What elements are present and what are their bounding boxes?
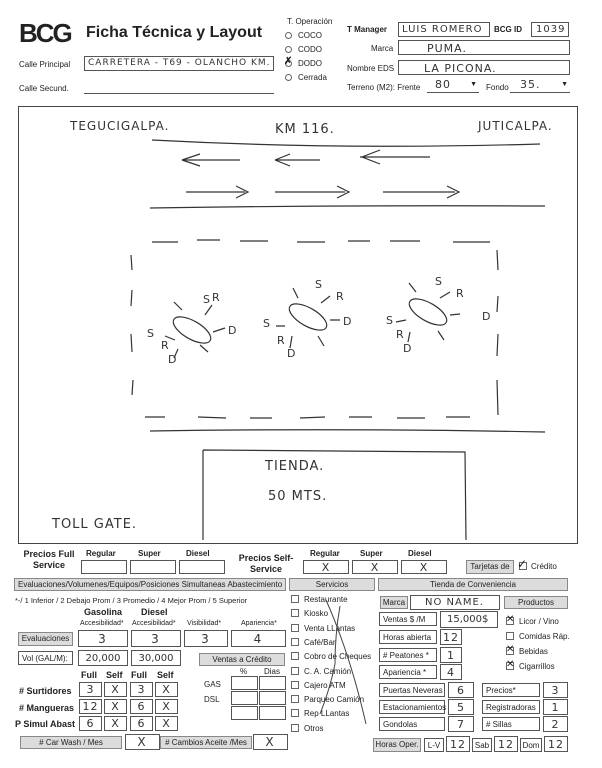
radio-button[interactable] [285, 74, 292, 81]
servicio-checkbox[interactable] [291, 667, 299, 675]
sillas-label: # Sillas [482, 717, 540, 731]
servicio-checkbox[interactable] [291, 638, 299, 646]
precio-full-regular[interactable] [81, 560, 127, 574]
sketch-letter: D [168, 353, 177, 366]
peatones-value[interactable]: 1 [440, 647, 462, 663]
nombre-eds-label: Nombre EDS [347, 64, 395, 73]
t-operacion-option-label: Cerrada [298, 73, 327, 82]
eval-accesibilidad-dsl[interactable]: 3 [131, 630, 181, 647]
equipo-cell[interactable]: X [104, 699, 127, 714]
t-operacion-option-label: DODO [298, 59, 322, 68]
vol-diesel[interactable]: 30,000 [131, 650, 181, 666]
tarjetas-button[interactable]: Tarjetas de [466, 560, 514, 574]
fondo-label: Fondo [486, 83, 509, 92]
evaluaciones-button[interactable]: Evaluaciones [18, 632, 73, 646]
diesel-label: Diesel [141, 607, 168, 617]
servicios-header: Servicios [289, 578, 375, 591]
tienda-size: 50 MTS. [268, 489, 328, 504]
servicio-checkbox[interactable] [291, 709, 299, 717]
sketch-letter: R [212, 291, 220, 304]
precios-self-label: Precios Self-Service [238, 553, 294, 574]
vc-dsl-dias[interactable] [259, 706, 286, 720]
tienda-header: Tienda de Conveniencia [378, 578, 568, 591]
sketch-letter: D [403, 342, 412, 355]
apariencia-tienda-label: Apariencia * [379, 665, 437, 679]
precio-full-super[interactable] [130, 560, 176, 574]
sketch-letter: D [287, 347, 296, 360]
servicio-checkbox[interactable] [291, 595, 299, 603]
scale-legend: *-/ 1 Inferior / 2 Debajo Prom / 3 Promedio / 4 Mejor Prom / 5 Superior [15, 596, 248, 605]
t-manager-value: LUIS ROMERO [402, 24, 483, 35]
equipo-cell[interactable]: 6 [79, 716, 102, 731]
producto-checkbox[interactable] [506, 632, 514, 640]
producto-label: Licor / Vino [519, 617, 559, 626]
sab-value[interactable]: 12 [494, 736, 518, 752]
equipo-cell[interactable]: 3 [79, 682, 102, 697]
mangueras-label: # Mangueras [19, 703, 75, 713]
eval-accesibilidad-gas[interactable]: 3 [78, 630, 128, 647]
accesibilidad-dsl-label: Accesibilidad* [132, 620, 176, 627]
productos-button[interactable]: Productos [504, 596, 568, 609]
sketch-left-city: TEGUCIGALPA. [70, 119, 170, 133]
sketch-letter: S [147, 327, 154, 340]
horas-oper-button[interactable]: Horas Oper. [373, 738, 421, 752]
sketch-letter: R [161, 339, 169, 352]
terreno-label: Terreno (M2): Frente [347, 83, 421, 92]
cambios-aceite-button[interactable]: # Cambios Aceite /Mes [160, 736, 252, 749]
equipo-cell[interactable]: X [104, 682, 127, 697]
lv-label: L-V [424, 738, 444, 752]
layout-sketch-area [18, 106, 578, 544]
servicio-label: Rep LLantas [304, 709, 350, 719]
vc-blank-2[interactable] [259, 676, 286, 690]
producto-label: Cigarrillos [519, 662, 555, 671]
bcg-id-field[interactable] [531, 22, 569, 37]
equipo-cell[interactable]: X [155, 699, 178, 714]
self-col-regular: Regular [310, 549, 340, 558]
col-super: Super [138, 549, 161, 558]
servicio-label: Café/Bar [304, 637, 336, 647]
equipo-cell[interactable]: 3 [130, 682, 153, 697]
servicio-label: Otros [304, 723, 324, 733]
car-wash-button[interactable]: # Car Wash / Mes [20, 736, 122, 749]
calle-secund-field[interactable] [84, 92, 274, 94]
frente-dropdown-icon[interactable]: ▼ [470, 81, 477, 88]
dias-label: Dias [264, 667, 281, 676]
servicio-label: Venta LLantas [304, 623, 356, 633]
horas-abierta-label: Horas abierta [379, 630, 437, 644]
precio-self-super[interactable]: X [352, 560, 398, 574]
puertas-value[interactable]: 6 [448, 682, 474, 698]
apariencia-tienda-value[interactable]: 4 [440, 664, 462, 680]
fondo-value: 35. [520, 78, 541, 91]
col-diesel: Diesel [186, 549, 210, 558]
bcg-id-label: BCG ID [494, 25, 522, 34]
t-operacion-option-label: COCO [298, 31, 322, 40]
logo: BCG [19, 18, 71, 48]
equipo-cell[interactable]: 6 [130, 716, 153, 731]
puertas-label: Puertas Neveras [379, 683, 445, 697]
calle-principal-label: Calle Principal [19, 60, 71, 69]
marca-field[interactable] [398, 40, 570, 55]
sketch-letter: R [396, 328, 404, 341]
full-label-1: Full [81, 670, 97, 680]
t-operacion-label: T. Operación [287, 17, 333, 26]
sketch-letter: R [456, 287, 464, 300]
eval-apariencia[interactable]: 4 [231, 630, 286, 647]
calle-secund-label: Calle Secund. [19, 84, 69, 93]
servicio-checkbox[interactable] [291, 609, 299, 617]
precio-full-diesel[interactable] [179, 560, 225, 574]
lv-value[interactable]: 12 [446, 736, 470, 752]
apariencia-label: Apariencia* [241, 620, 277, 627]
check-x-icon: ✕ [506, 659, 515, 670]
vol-gasolina[interactable]: 20,000 [78, 650, 128, 666]
frente-field[interactable] [427, 80, 479, 93]
gas-label: GAS [204, 680, 221, 689]
tienda-marca-button[interactable]: Marca [380, 596, 408, 609]
tienda-marca-value[interactable]: NO NAME. [410, 595, 500, 610]
toll-gate-label: TOLL GATE. [52, 517, 138, 532]
credito-check-mark: ✓ [517, 557, 528, 571]
calle-principal-value: CARRETERA - T69 - OLANCHO KM. [88, 58, 271, 68]
sketch-letter: D [343, 315, 352, 328]
marca-label: Marca [371, 44, 394, 53]
producto-label: Bebidas [519, 647, 548, 656]
check-x-icon: ✕ [506, 644, 515, 655]
eval-visibilidad[interactable]: 3 [184, 630, 228, 647]
peatones-label: # Peatones * [379, 648, 437, 662]
vc-gas-pct[interactable] [231, 691, 258, 705]
col-regular: Regular [86, 549, 116, 558]
sketch-letter: R [277, 334, 285, 347]
vc-gas-dias[interactable] [259, 691, 286, 705]
vol-label: Vol (GAL/M): [18, 651, 73, 665]
form-title: Ficha Técnica y Layout [86, 24, 263, 41]
radio-button[interactable] [285, 32, 292, 39]
ventas-value[interactable]: 15,000$ [440, 611, 498, 628]
car-wash-value[interactable]: X [125, 734, 160, 750]
t-operacion-option-label: CODO [298, 45, 322, 54]
full-label-2: Full [131, 670, 147, 680]
accesibilidad-gas-label: Accesibilidad* [80, 620, 124, 627]
servicio-checkbox[interactable] [291, 681, 299, 689]
equipo-cell[interactable]: X [155, 716, 178, 731]
horas-abierta-value[interactable]: 12 [440, 629, 462, 645]
credito-label: Crédito [531, 562, 557, 571]
sketch-letter: S [263, 317, 270, 330]
sketch-letter: D [228, 324, 237, 337]
servicio-label: Cajero ATM [304, 680, 346, 690]
servicio-checkbox[interactable] [291, 624, 299, 632]
gondolas-label: Gondolas [379, 717, 445, 731]
ventas-label: Ventas $ /M [379, 612, 437, 626]
surtidores-label: # Surtidores [19, 686, 72, 696]
precios-tienda-value[interactable]: 3 [543, 682, 568, 698]
servicio-checkbox[interactable] [291, 724, 299, 732]
fondo-dropdown-icon[interactable]: ▼ [561, 81, 568, 88]
pct-label: % [240, 667, 248, 676]
sketch-letter: R [336, 290, 344, 303]
sillas-value[interactable]: 2 [543, 716, 568, 732]
marca-value: PUMA. [427, 42, 468, 55]
equipo-cell[interactable]: 6 [130, 699, 153, 714]
fondo-field[interactable] [510, 80, 570, 93]
gasolina-label: Gasolina [84, 607, 123, 617]
estacionamientos-value[interactable]: 5 [448, 699, 474, 715]
sketch-right-city: JUTICALPA. [478, 119, 553, 133]
frente-value: 80 [435, 78, 451, 91]
servicio-label: C. A. Camión [304, 666, 352, 676]
gondolas-value[interactable]: 7 [448, 716, 474, 732]
equipo-cell[interactable]: X [155, 682, 178, 697]
nombre-eds-value: LA PICONA. [424, 62, 497, 75]
self-label-1: Self [106, 670, 123, 680]
vc-blank-1[interactable] [231, 676, 258, 690]
bcg-id-value: 1039 [536, 24, 566, 35]
equipo-cell[interactable]: 12 [79, 699, 102, 714]
radio-button[interactable] [285, 46, 292, 53]
dom-label: Dom [520, 738, 542, 752]
registradoras-value[interactable]: 1 [543, 699, 568, 715]
sketch-letter: S [203, 293, 210, 306]
psimul-label: P Simul Abast [15, 719, 76, 729]
sketch-km: KM 116. [275, 122, 335, 137]
selected-mark-icon: ✗ [284, 56, 293, 67]
self-col-diesel: Diesel [408, 549, 432, 558]
vc-dsl-pct[interactable] [231, 706, 258, 720]
precios-full-label: Precios Full Service [23, 549, 75, 570]
servicio-checkbox[interactable] [291, 652, 299, 660]
cambios-aceite-value[interactable]: X [253, 734, 288, 750]
sketch-letter: S [315, 278, 322, 291]
ventas-credito-button[interactable]: Ventas a Crédito [199, 653, 285, 666]
self-col-super: Super [360, 549, 383, 558]
dom-value[interactable]: 12 [544, 736, 568, 752]
calle-principal-field[interactable] [84, 56, 274, 71]
visibilidad-label: Visibilidad* [187, 620, 222, 627]
nombre-eds-field[interactable] [398, 60, 570, 75]
evaluaciones-header: Evaluaciones/Volumenes/Equipos/Posiciones Simultaneas Abastecimiento [14, 578, 286, 591]
t-manager-field[interactable] [398, 22, 490, 37]
tienda-label: TIENDA. [265, 459, 325, 474]
estacionamientos-label: Estacionamientos [379, 700, 445, 714]
self-label-2: Self [157, 670, 174, 680]
equipo-cell[interactable]: X [104, 716, 127, 731]
dsl-label: DSL [204, 695, 220, 704]
servicio-checkbox[interactable] [291, 695, 299, 703]
sketch-letter: S [386, 314, 393, 327]
check-x-icon: ✕ [506, 614, 515, 625]
servicio-label: Parqueo Camión [304, 695, 365, 705]
precio-self-regular[interactable]: X [303, 560, 349, 574]
servicio-label: Cobro de Cheques [304, 652, 372, 662]
sab-label: Sab [472, 738, 492, 752]
precios-tienda-label: Precios* [482, 683, 540, 697]
servicio-label: Kiosko [304, 609, 329, 619]
producto-label: Comidas Ráp. [519, 632, 570, 641]
servicio-label: Restaurante [304, 595, 348, 604]
t-manager-label: T Manager [347, 25, 388, 34]
registradoras-label: Registradoras [482, 700, 540, 714]
precio-self-diesel[interactable]: X [401, 560, 447, 574]
sketch-letter: S [435, 275, 442, 288]
sketch-letter: D [482, 310, 491, 323]
